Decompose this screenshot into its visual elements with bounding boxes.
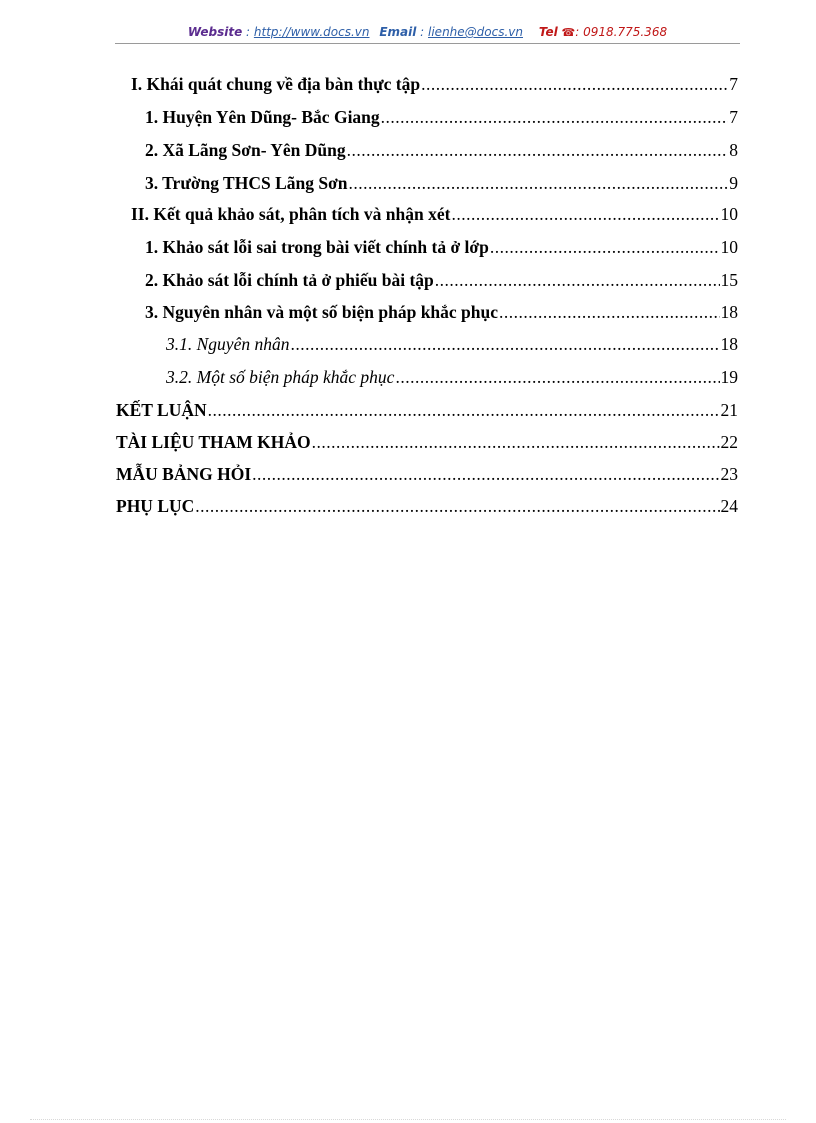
toc-entry-page: 21 xyxy=(720,400,738,420)
toc-entry-title: 3.1. Nguyên nhân xyxy=(166,334,290,354)
page-bottom-edge xyxy=(30,1119,786,1120)
toc-entry-title: 1. Huyện Yên Dũng- Bắc Giang xyxy=(145,107,380,127)
toc-entry-title: 2. Xã Lãng Sơn- Yên Dũng xyxy=(145,140,346,160)
tel-label: Tel xyxy=(538,25,558,39)
toc-leader-dots xyxy=(490,237,720,258)
toc-entry-title: 3.2. Một số biện pháp khắc phục xyxy=(166,367,395,387)
toc-entry-page: 19 xyxy=(720,367,738,387)
toc-entry[interactable] xyxy=(131,74,738,106)
toc-leader-dots xyxy=(208,400,720,421)
toc-leader-dots xyxy=(381,107,729,128)
toc-entry[interactable] xyxy=(116,496,738,528)
toc-entry[interactable] xyxy=(145,107,738,139)
toc-entry-page: 23 xyxy=(720,464,738,484)
toc-leader-dots xyxy=(312,432,720,453)
toc-leader-dots xyxy=(395,367,719,388)
website-separator: : xyxy=(242,25,254,39)
toc-entry[interactable] xyxy=(116,432,738,464)
toc-entry-title: II. Kết quả khảo sát, phân tích và nhận xét xyxy=(131,204,451,224)
email-label: Email xyxy=(379,25,417,39)
page-header xyxy=(115,22,740,44)
toc-leader-dots xyxy=(252,464,719,485)
toc-entry[interactable] xyxy=(145,237,738,269)
toc-entry[interactable] xyxy=(166,367,738,399)
toc-entry-page: 7 xyxy=(729,74,738,94)
toc-entry-title: 1. Khảo sát lỗi sai trong bài viết chính tả ở lớp xyxy=(145,237,489,257)
toc-leader-dots xyxy=(435,270,720,291)
tel-value: : 0918.775.368 xyxy=(575,25,668,39)
toc-leader-dots xyxy=(195,496,719,517)
email-separator: : xyxy=(416,25,429,39)
toc-entry-title: PHỤ LỤC xyxy=(116,496,195,516)
website-label: Website xyxy=(187,25,243,39)
toc-entry-title: 3. Trường THCS Lãng Sơn xyxy=(145,173,348,193)
toc-entry[interactable] xyxy=(166,334,738,366)
toc-entry[interactable] xyxy=(145,173,738,205)
toc-leader-dots xyxy=(451,204,719,225)
toc-entry-page: 10 xyxy=(720,204,738,224)
toc-entry-title: 3. Nguyên nhân và một số biện pháp khắc phục xyxy=(145,302,499,322)
toc-leader-dots xyxy=(421,74,728,95)
toc-leader-dots xyxy=(349,173,729,194)
toc-entry-title: 2. Khảo sát lỗi chính tả ở phiếu bài tập xyxy=(145,270,434,290)
toc-leader-dots xyxy=(290,334,719,355)
email-link[interactable]: lienhe@docs.vn xyxy=(428,25,523,39)
toc-entry-page: 8 xyxy=(729,140,738,160)
toc-entry-title: I. Khái quát chung về địa bàn thực tập xyxy=(131,74,421,94)
toc-entry[interactable] xyxy=(145,302,738,334)
toc-entry[interactable] xyxy=(131,204,738,236)
toc-entry[interactable] xyxy=(145,270,738,302)
toc-entry-page: 18 xyxy=(720,302,738,322)
toc-leader-dots xyxy=(347,140,729,161)
toc-entry-page: 7 xyxy=(729,107,738,127)
toc-entry[interactable] xyxy=(116,464,738,496)
toc-entry-title: MẪU BẢNG HỎI xyxy=(116,464,252,484)
toc-entry-page: 18 xyxy=(720,334,738,354)
toc-entry-page: 10 xyxy=(720,237,738,257)
toc-entry-page: 15 xyxy=(720,270,738,290)
toc-entry-page: 22 xyxy=(720,432,738,452)
toc-entry-title: KẾT LUẬN xyxy=(116,400,207,420)
toc-entry-page: 24 xyxy=(720,496,738,516)
toc-entry-title: TÀI LIỆU THAM KHẢO xyxy=(116,432,311,452)
toc-entry-page: 9 xyxy=(729,173,738,193)
toc-leader-dots xyxy=(499,302,719,323)
toc-entry[interactable] xyxy=(145,140,738,172)
phone-icon: ☎ xyxy=(561,26,576,39)
website-link[interactable]: http://www.docs.vn xyxy=(253,25,370,39)
toc-entry[interactable] xyxy=(116,400,738,432)
